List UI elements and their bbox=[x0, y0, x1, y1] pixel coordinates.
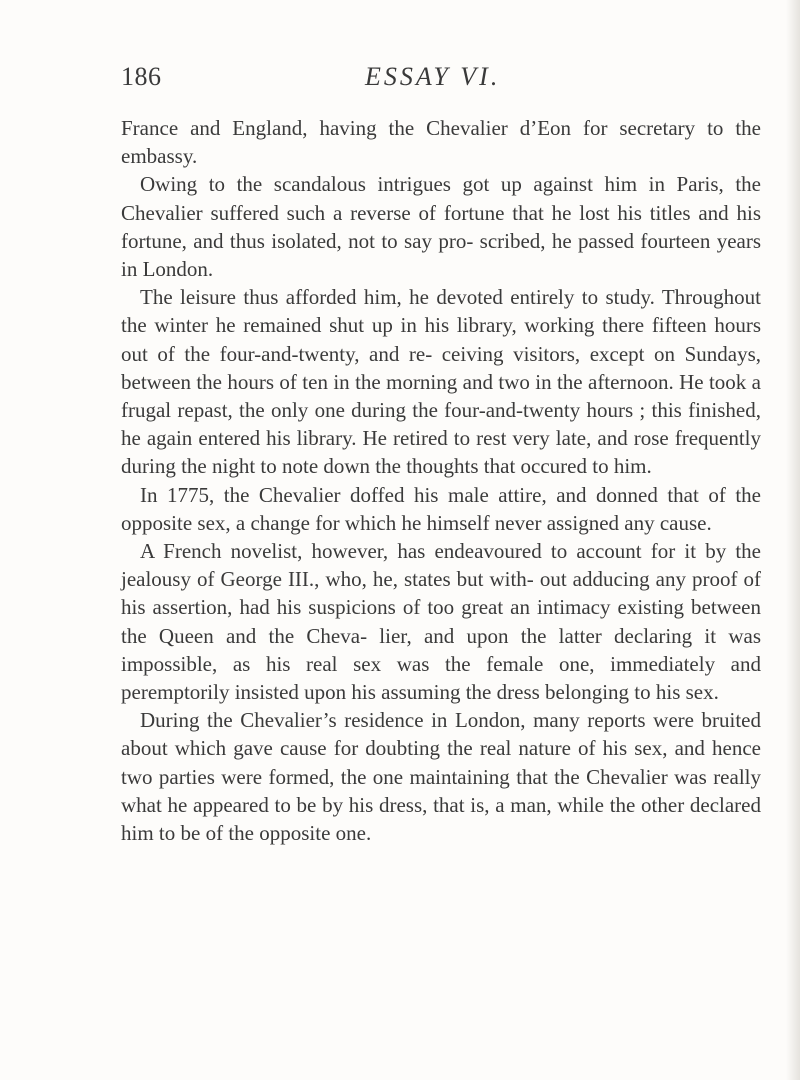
body-text bbox=[121, 114, 761, 847]
paragraph: Owing to the scandalous intrigues got up against him in Paris, the Chevalier suffered such a reverse of fortune that he lost his titles and his fortune, and thus isolated, not to say pro- scribed, he passed fourteen years in London. bbox=[121, 172, 761, 282]
page-number: 186 bbox=[121, 62, 162, 91]
running-head: ESSAY VI. bbox=[365, 62, 501, 91]
page-header bbox=[121, 62, 761, 102]
paragraph-continued: France and England, having the Chevalier d’Eon for secretary to the embassy. bbox=[121, 116, 761, 169]
paragraph: The leisure thus afforded him, he devoted entirely to study. Throughout the winter he remained shut up in his library, working there fifteen hours out of the four-and-twenty, and re- ceiving visitors, except on Sundays, between the hours of ten in the morning and two in the afternoon. He took a frugal repast, the only one during the four-and-twenty hours ; this finished, he again entered his library. He retired to rest very late, and rose frequently during the night to note down the thoughts that occured to him. bbox=[121, 285, 761, 479]
page-edge-shadow bbox=[786, 0, 800, 1080]
paragraph: In 1775, the Chevalier doffed his male attire, and donned that of the opposite sex, a change for which he himself never assigned any cause. bbox=[121, 482, 761, 535]
paragraph: During the Chevalier’s residence in London, many reports were bruited about which gave cause for doubting the real nature of his sex, and hence two parties were formed, the one maintaining that the Chevalier was really what he appeared to be by his dress, that is, a man, while the other declared him to be of the opposite one. bbox=[121, 708, 761, 846]
paragraph: A French novelist, however, has endeavoured to account for it by the jealousy of George III., who, he, states but with- out adducing any proof of his assertion, had his suspicions of too great an intimacy existing between the Queen and the Cheva- lier, and upon the latter declaring it was impossible, as his real sex was the female one, immediately and peremptorily insisted upon his assuming the dress belonging to his sex. bbox=[121, 539, 761, 705]
